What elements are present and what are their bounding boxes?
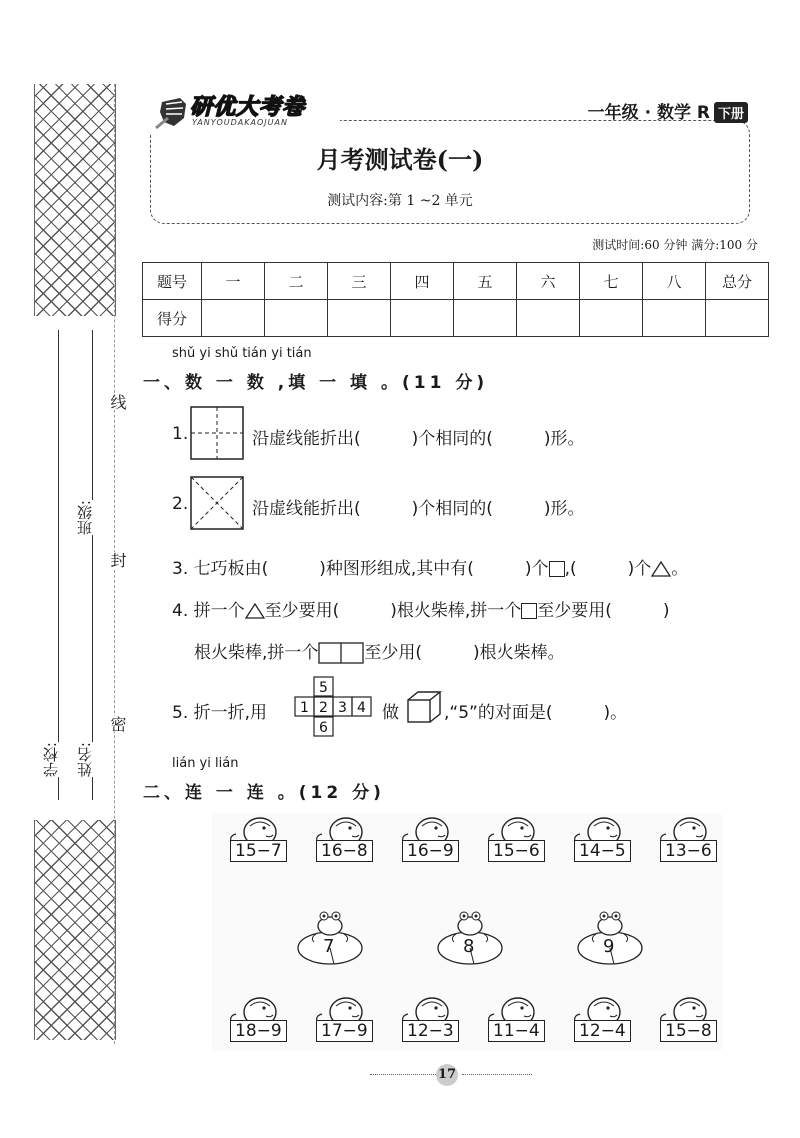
question-4-line-1 <box>172 596 670 621</box>
turtle-card[interactable] <box>642 994 720 1064</box>
score-cell[interactable] <box>265 300 328 337</box>
subtraction-expression: 15−8 <box>660 1020 717 1042</box>
subtraction-expression: 16−9 <box>402 840 459 862</box>
binding-seal-word-mi: 密 <box>108 716 127 732</box>
question-3 <box>172 554 688 579</box>
grade-text: 一年级 · 数学 R <box>587 103 710 123</box>
score-header-cell: 一 <box>202 263 265 300</box>
turtle-card[interactable] <box>384 814 462 884</box>
subtraction-expression: 12−4 <box>574 1020 631 1042</box>
subtraction-expression: 12−3 <box>402 1020 459 1042</box>
square-fold-cross-icon <box>190 406 244 460</box>
double-square-icon <box>318 642 364 664</box>
question-3-text-b: ,( )个 <box>564 559 652 579</box>
grade-info <box>588 98 748 123</box>
page-number: 17 <box>436 1064 458 1086</box>
question-2-text: 沿虚线能折出( )个相同的( )形。 <box>252 499 585 519</box>
score-cell[interactable] <box>580 300 643 337</box>
score-header-cell: 题号 <box>143 263 202 300</box>
subtraction-expression: 16−8 <box>316 840 373 862</box>
subtraction-expression: 13−6 <box>660 840 717 862</box>
footer-rule-right <box>462 1074 532 1075</box>
subtraction-expression: 15−6 <box>488 840 545 862</box>
score-cell[interactable] <box>202 300 265 337</box>
frog-on-lilypad[interactable] <box>290 904 370 968</box>
score-header-cell: 六 <box>517 263 580 300</box>
turtle-card[interactable] <box>642 814 720 884</box>
section1-heading: 一、数 一 数 ,填 一 填 。(11 分) <box>143 373 489 393</box>
score-table-header-row <box>143 263 769 300</box>
subtraction-expression: 18−9 <box>230 1020 287 1042</box>
square-icon <box>521 603 537 619</box>
question-3-text-c: 。 <box>671 559 689 579</box>
frog-number: 8 <box>463 936 475 957</box>
frog-on-lilypad[interactable] <box>430 904 510 968</box>
page-subtitle: 测试内容:第 1 ~2 单元 <box>327 193 473 209</box>
score-row-label: 得分 <box>143 300 202 337</box>
score-cell[interactable] <box>706 300 769 337</box>
cube-net-cell: 3 <box>338 700 347 716</box>
subtraction-expression: 15−7 <box>230 840 287 862</box>
score-header-cell: 总分 <box>706 263 769 300</box>
question-5-text-c: ,“5”的对面是( )。 <box>444 703 628 723</box>
fist-icon <box>154 88 192 130</box>
score-table <box>142 262 769 337</box>
question-4-line2-text-a: 根火柴棒,拼一个 <box>194 643 319 663</box>
score-cell[interactable] <box>517 300 580 337</box>
brand-name: 研优大考卷 <box>190 95 306 120</box>
question-4-text-c: 至少要用( ) <box>537 601 670 621</box>
brand-pinyin: YANYOUDAKAOJUAN <box>192 118 288 127</box>
score-cell[interactable] <box>454 300 517 337</box>
binding-pattern-bottom <box>34 820 116 1040</box>
turtle-card[interactable] <box>212 994 290 1064</box>
score-header-cell: 七 <box>580 263 643 300</box>
score-header-cell: 二 <box>265 263 328 300</box>
turtle-card[interactable] <box>470 994 548 1064</box>
question-4-text-a: 4. 拼一个 <box>172 601 245 621</box>
question-4-line-2 <box>194 638 565 664</box>
subtraction-expression: 17−9 <box>316 1020 373 1042</box>
score-cell[interactable] <box>391 300 454 337</box>
binding-school-label: 学校: <box>42 742 60 778</box>
time-score-info: 测试时间:60 分钟 满分:100 分 <box>592 238 758 252</box>
binding-class-label: 班级: <box>76 500 94 536</box>
binding-name-label: 姓名: <box>76 742 94 778</box>
score-table-score-row <box>143 300 769 337</box>
subtraction-expression: 14−5 <box>574 840 631 862</box>
turtle-card[interactable] <box>212 814 290 884</box>
footer-rule-left <box>370 1074 440 1075</box>
question-5-text-b: 做 <box>382 703 399 723</box>
score-header-cell: 八 <box>643 263 706 300</box>
score-header-cell: 四 <box>391 263 454 300</box>
frog-number: 9 <box>603 936 615 957</box>
brand-logo <box>150 86 340 134</box>
triangle-icon <box>651 561 671 577</box>
square-icon <box>549 561 565 577</box>
cube-net-cell: 5 <box>319 680 328 696</box>
section1-pinyin: shǔ yi shǔ tián yi tián <box>172 346 312 361</box>
subtraction-expression: 11−4 <box>488 1020 545 1042</box>
cube-icon <box>406 690 442 724</box>
score-cell[interactable] <box>328 300 391 337</box>
square-fold-diagonal-icon <box>190 476 244 530</box>
question-4-line2-text-b: 至少用( )根火柴棒。 <box>364 643 565 663</box>
turtle-card[interactable] <box>298 814 376 884</box>
turtle-card[interactable] <box>298 994 376 1064</box>
binding-write-line-1 <box>58 330 59 800</box>
turtle-card[interactable] <box>556 994 634 1064</box>
frog-number: 7 <box>323 936 335 957</box>
frog-on-lilypad[interactable] <box>570 904 650 968</box>
triangle-icon <box>245 603 265 619</box>
turtle-card[interactable] <box>384 994 462 1064</box>
question-5-text-a: 5. 折一折,用 <box>172 703 268 723</box>
binding-seal-word-feng: 封 <box>108 552 127 568</box>
cube-net-cell: 4 <box>357 700 366 716</box>
turtle-card[interactable] <box>556 814 634 884</box>
section2-pinyin: lián yi lián <box>172 756 239 771</box>
volume-tag: 下册 <box>714 102 748 123</box>
cube-net-cell: 1 <box>300 700 309 716</box>
question-1-number: 1. <box>172 424 189 444</box>
score-header-cell: 三 <box>328 263 391 300</box>
cube-net-cell: 6 <box>319 720 328 736</box>
cube-net-cell: 2 <box>319 700 328 716</box>
question-4-text-b: 至少要用( )根火柴棒,拼一个 <box>264 601 522 621</box>
score-cell[interactable] <box>643 300 706 337</box>
question-2-number: 2. <box>172 494 189 514</box>
cube-net-diagram <box>294 676 376 738</box>
page-title: 月考测试卷(一) <box>316 145 484 174</box>
score-header-cell: 五 <box>454 263 517 300</box>
binding-seal-word-xian: 线 <box>108 394 127 410</box>
turtle-card[interactable] <box>470 814 548 884</box>
question-3-text-a: 3. 七巧板由( )种图形组成,其中有( )个 <box>172 559 549 579</box>
section2-heading: 二、连 一 连 。(12 分) <box>143 783 385 803</box>
binding-write-line-2 <box>92 330 93 800</box>
question-1-text: 沿虚线能折出( )个相同的( )形。 <box>252 429 585 449</box>
